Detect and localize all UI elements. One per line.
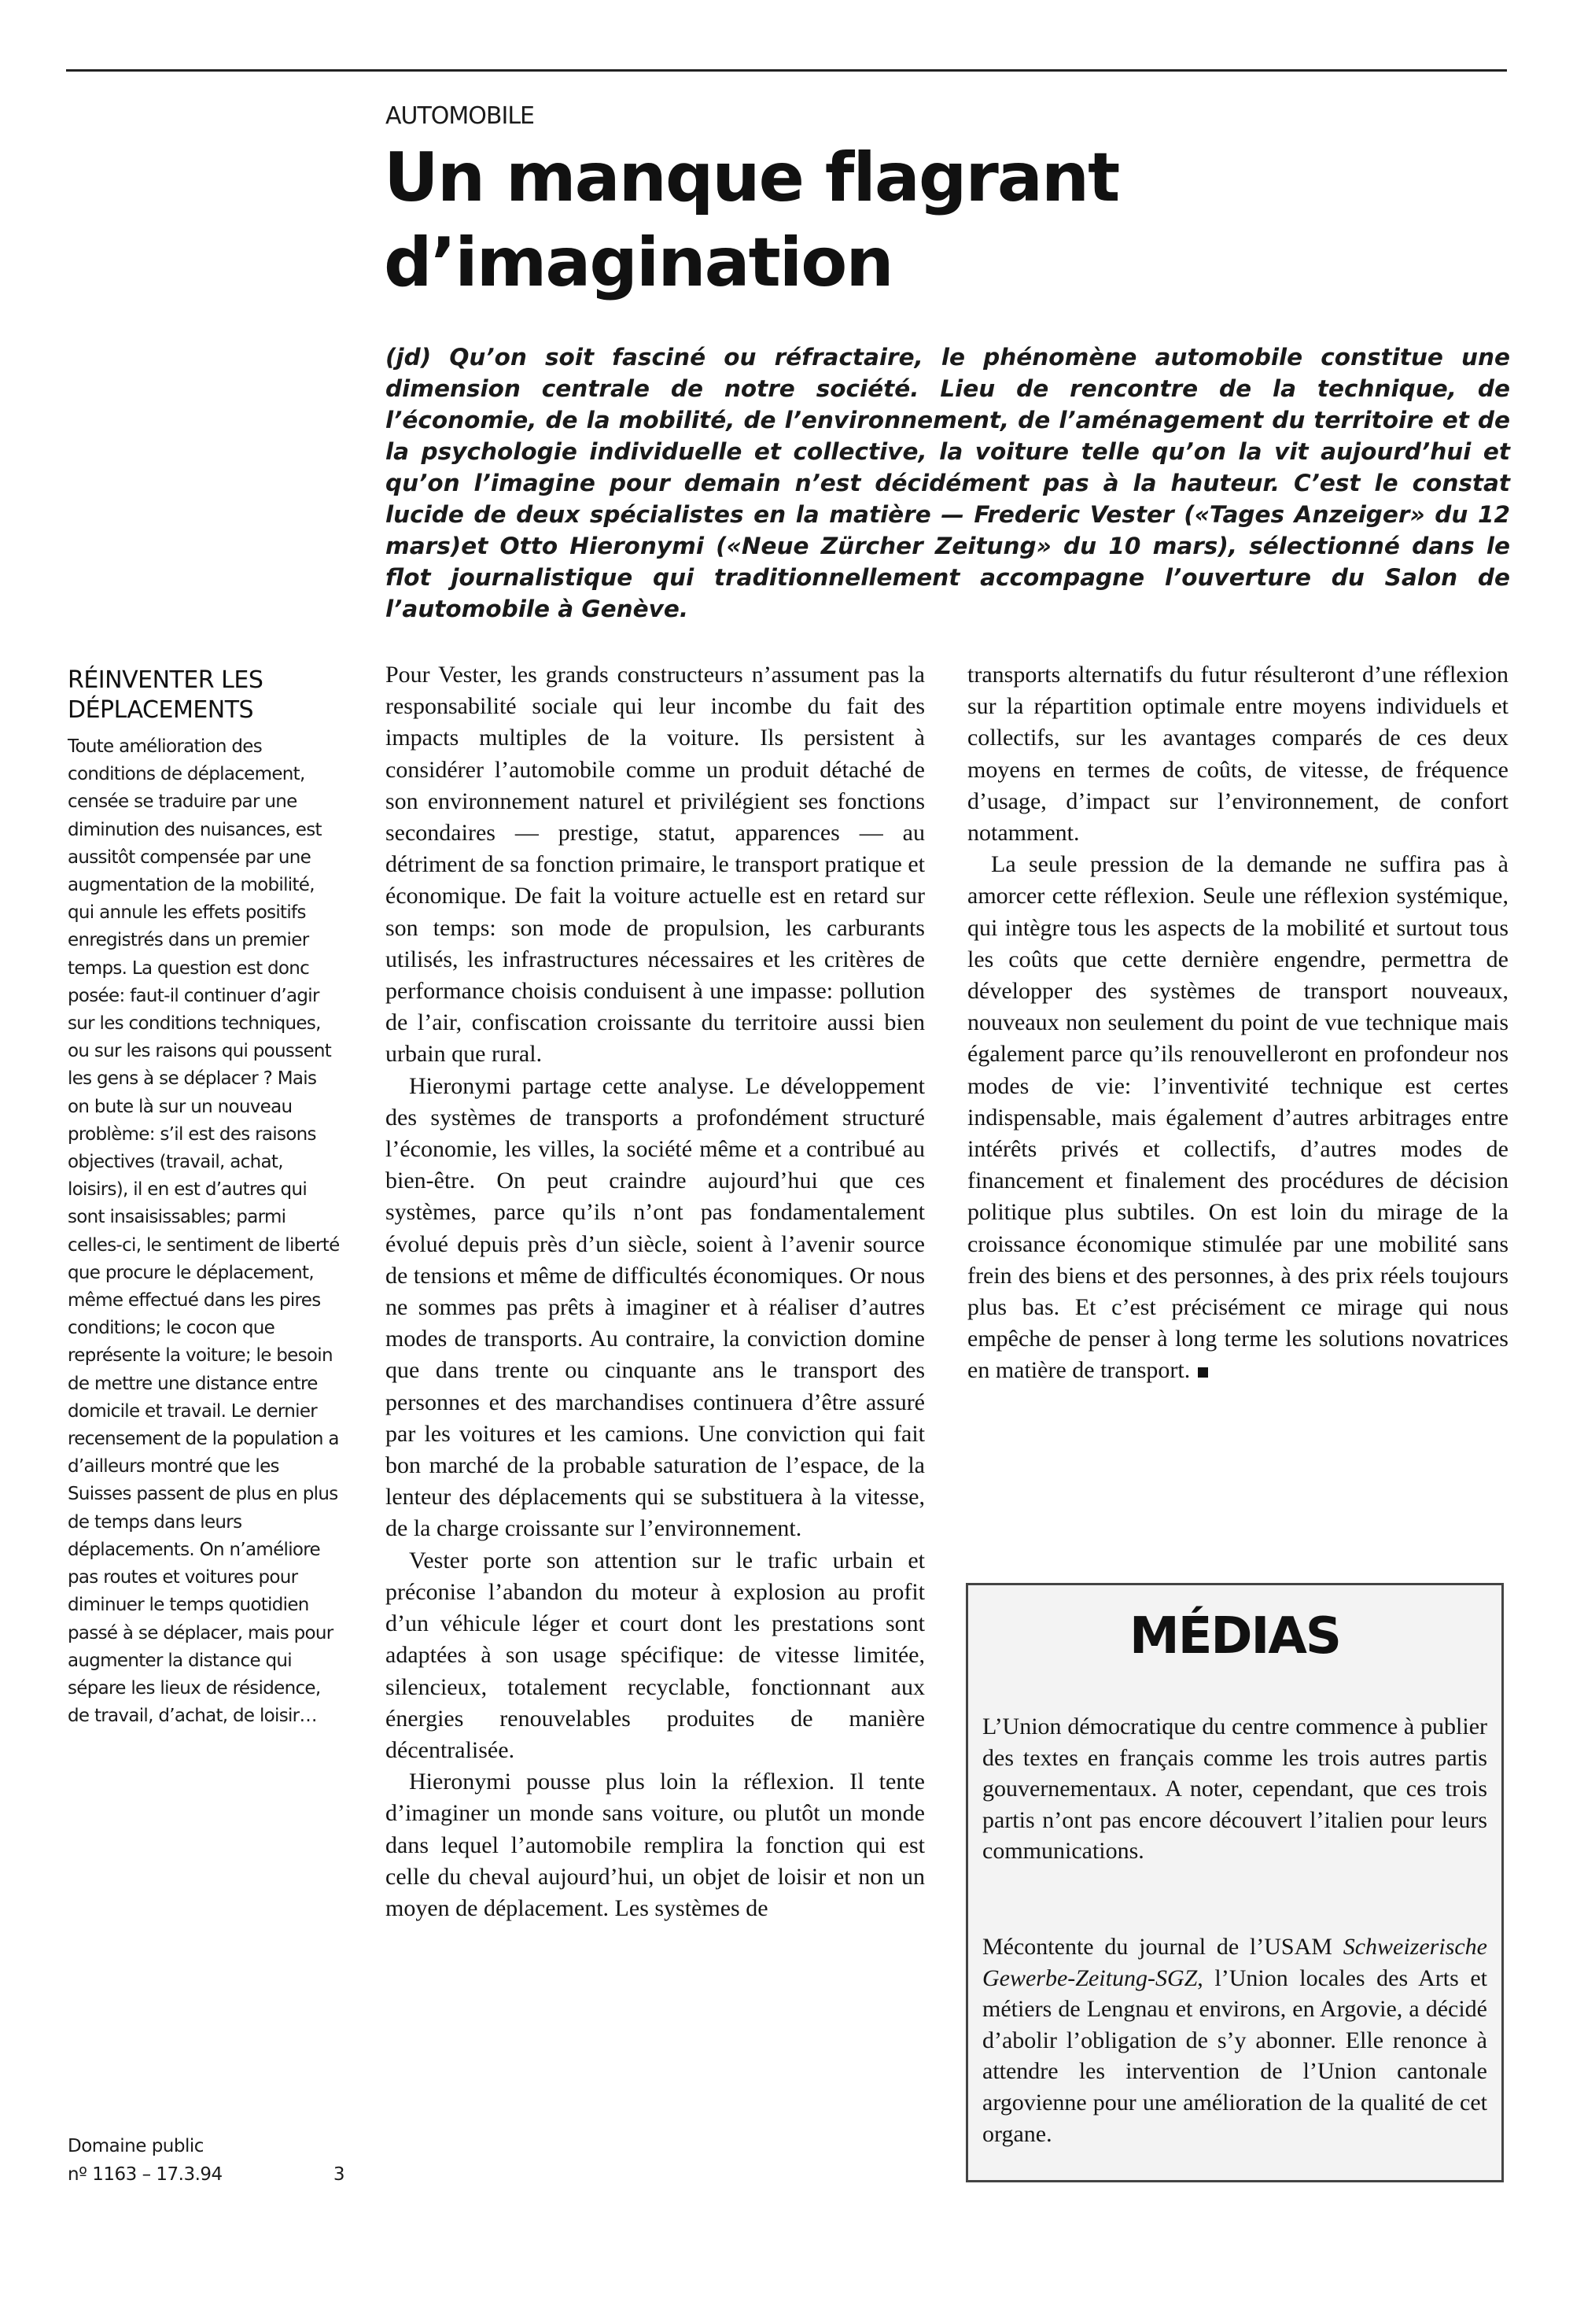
article-paragraph: Pour Vester, les grands constructeurs n’assument pas la responsabilité sociale qui leur incombe du fait des impacts multiples de la voiture. Ils persistent à considérer l’automobile comme un produit détaché de son environnement naturel et privilégient ses fonctions secondaires — prestige, statut, apparences — au détriment de sa fonction primaire, le transport pratique et économique. De fait la voiture actuelle est en retard sur son temps: son mode de propulsion, les carburants utilisés, les infrastructures nécessaires et les critères de performance choisis conduisent à une impasse: pollution de l’air, confiscation croissante du territoire aussi bien urbain que rural. (385, 662, 925, 1068)
article-paragraph: transports alternatifs du futur résulteront d’une réflexion sur la répartition optimale entre moyens individuels et collectifs, sur les avantages comparés de ces deux moyens en termes de coûts, de vitesse, de fréquence d’usage, d’impact sur l’environnement, de confort notamment. (967, 662, 1509, 847)
medias-paragraph (982, 1931, 1487, 2149)
article-paragraph: Hieronymi pousse plus loin la réflexion. Il tente d’imaginer un monde sans voiture, ou plutôt un monde dans lequel l’automobile remplira la fonction qui est celle du cheval aujourd’hui, un objet de loisir et non un moyen de déplacement. Les systèmes de (385, 1769, 925, 1921)
medias-box (966, 1583, 1504, 2182)
section-label: AUTOMOBILE (385, 102, 535, 130)
article-lede: (jd) Qu’on soit fasciné ou réfractaire, le phénomène automobile constitue une dimension centrale de notre société. Lieu de rencontre de la technique, de l’économie, de la mobilité, de l’environnement, de l’aménagement du territoire et de la psychologie individuelle et collective, la voiture telle qu’on la vit aujourd’hui et qu’on l’imagine pour demain n’est décidément pas à la hauteur. C’est le constat lucide de deux spécialistes en la matière — Frederic Vester («Tages Anzeiger» du 12 mars)et Otto Hieronymi («Neue Zürcher Zeitung» du 10 mars), sélectionné dans le flot journalistique qui traditionnellement accompagne l’ouverture du Salon de l’automobile à Genève. (385, 344, 1510, 622)
page-footer (68, 2132, 344, 2189)
top-rule (66, 69, 1507, 72)
sidebar-heading-line-2: DÉPLACEMENTS (68, 696, 254, 724)
article-paragraph-final (967, 849, 1509, 1386)
article-column-1 (385, 659, 925, 1924)
article-column-2 (967, 659, 1509, 1387)
end-of-article-icon (1198, 1367, 1208, 1378)
sidebar-heading (68, 666, 340, 725)
title-line-2: d’imagination (384, 223, 893, 302)
sidebar-box (68, 666, 340, 1730)
article-paragraph: Hieronymi partage cette analyse. Le développement des systèmes de transports a profondément structuré l’économie, les villes, la société même et a contribué au bien-être. On peut craindre aujourd’hui que ces systèmes, parce qu’ils n’ont pas fondamentalement évolué depuis près d’un siècle, soient à l’avenir source de tensions et même de difficultés économiques. Or nous ne sommes pas prêts à imaginer et à réaliser d’autres modes de transports. Au contraire, la conviction domine que dans trente ou cinquante ans le transport des personnes et des marchandises continuera d’être assuré par les voitures et les camions. Une conviction qui fait bon marché de la probable saturation de l’espace, de la lenteur des déplacements qui se substituera à la vitesse, de la charge croissante sur l’environnement. (385, 1072, 925, 1542)
page-number: 3 (333, 2164, 344, 2185)
medias-lead-text: Mécontente du journal de l’USAM (982, 1934, 1332, 1960)
article-paragraph-text: La seule pression de la demande ne suffira pas à amorcer cette réflexion. Seule une réflexion systémique, qui intègre tous les aspects de la mobilité et surtout tous les coûts que cette dernière engendre, permettra de développer des systèmes de transport nouveaux, nouveaux non seulement du point de vue technique mais également parce qu’ils renouvelleront en profondeur nos modes de vie: l’inventivité technique est certes indispensable, mais également d’autres arbitrages entre intérêts privés et collectifs, d’autres modes de financement et finalement des procédures de décision politique plus subtiles. On est loin du mirage de la croissance économique stimulée par une mobilité sans frein des biens et des personnes, à des prix réels toujours plus bas. Et c’est précisément ce mirage qui nous empêche de penser à long terme les solutions novatrices en matière de transport. (967, 851, 1509, 1384)
issue-info: nº 1163 – 17.3.94 (68, 2164, 223, 2185)
article-title (384, 135, 1485, 305)
title-line-1: Un manque flagrant (384, 138, 1119, 217)
publication-name: Domaine public (68, 2136, 204, 2156)
medias-rest-text: , l’Union locales des Arts et métiers de Lengnau et environs, en Argovie, a décidé d’abolir l’obligation de s’y abonner. Elle renonce à attendre les intervention de l’Union cantonale argovienne pour une amélioration de la qualité de cet organe. (982, 1964, 1487, 2147)
newspaper-title: Schweizerische Gewerbe-Zeitung-SGZ (982, 1934, 1487, 1991)
sidebar-text: Toute amélioration des conditions de déplacement, censée se traduire par une diminution des nuisances, est aussitôt compensée par une augmentation de la mobilité, qui annule les effets positifs enregistrés dans un premier temps. La question est donc posée: faut-il continuer d’agir sur les conditions techniques, ou sur les raisons qui poussent les gens à se déplacer ? Mais on bute là sur un nouveau problème: s’il est des raisons objectives (travail, achat, loisirs), il en est d’autres qui sont insaisissables; parmi celles-ci, le sentiment de liberté que procure le déplacement, même effectué dans les pires conditions; le cocon que représente la voiture; le besoin de mettre une distance entre domicile et travail. Le dernier recensement de la population a d’ailleurs montré que les Suisses passent de plus en plus de temps dans leurs déplacements. On n’améliore pas routes et voitures pour diminuer le temps quotidien passé à se déplacer, mais pour augmenter la distance qui sépare les lieux de résidence, de travail, d’achat, de loisir… (68, 736, 340, 1727)
article-paragraph: Vester porte son attention sur le trafic urbain et préconise l’abandon du moteur à explosion au profit d’un véhicule léger et court dont les prestations sont adaptées à son usage spécifique: de vitesse limitée, silencieux, totalement recyclable, fonctionnant aux énergies renouvelables produites de manière décentralisée. (385, 1547, 925, 1763)
medias-heading: MÉDIAS (1129, 1607, 1340, 1666)
medias-paragraph: L’Union démocratique du centre commence à publier des textes en français comme les trois autres partis gouvernementaux. A noter, cependant, que ces trois partis n’ont pas encore découvert l’italien pour leurs communications. (982, 1713, 1487, 1865)
sidebar-heading-line-1: RÉINVENTER LES (68, 666, 263, 694)
